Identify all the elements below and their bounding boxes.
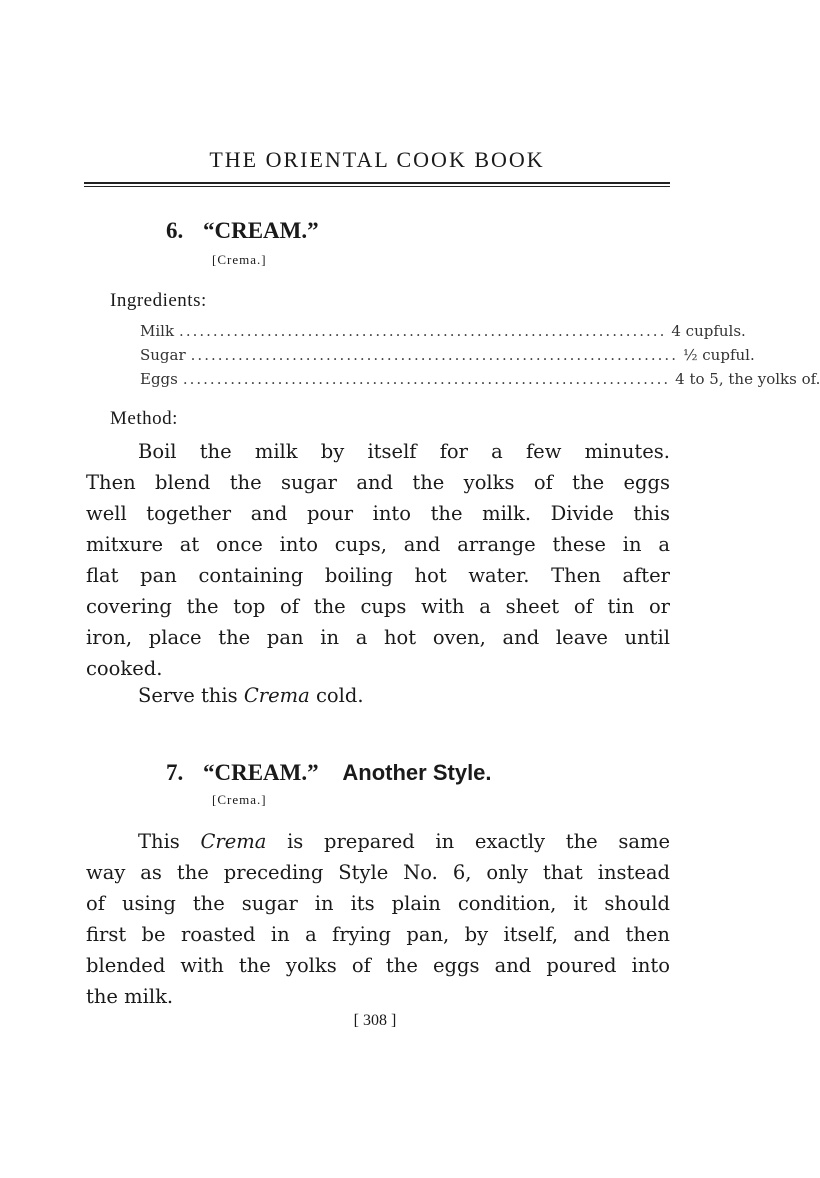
page-number: [ 308 ] bbox=[353, 1012, 397, 1029]
method-paragraph bbox=[86, 436, 670, 684]
method-label: Method: bbox=[110, 408, 178, 429]
ingredient-name: Eggs bbox=[140, 370, 178, 388]
ingredients-label: Ingredients: bbox=[110, 290, 207, 311]
text-line: of using the sugar in its plain condition, it should bbox=[86, 892, 670, 915]
serve-prefix: Serve this bbox=[138, 684, 238, 707]
dot-leader: ........................................................................ bbox=[190, 346, 678, 364]
recipe-7-paragraph bbox=[86, 826, 670, 1012]
text-line: blended with the yolks of the eggs and poured into bbox=[86, 954, 670, 977]
text-line: Boil the milk by itself for a few minutes. bbox=[138, 440, 670, 463]
serve-italic: Crema bbox=[243, 684, 310, 707]
serve-suffix: cold. bbox=[315, 684, 364, 707]
text-line: the milk. bbox=[86, 985, 174, 1008]
serve-line bbox=[138, 684, 364, 707]
text-line: well together and pour into the milk. Divide this bbox=[86, 502, 670, 525]
recipe-6-number: 6. bbox=[166, 218, 184, 243]
ingredient-amount: ½ cupful. bbox=[682, 346, 755, 364]
ingredient-amount: 4 cupfuls. bbox=[671, 322, 746, 340]
ingredient-row bbox=[140, 322, 746, 344]
text-line: flat pan containing boiling hot water. Then after bbox=[86, 564, 670, 587]
recipe-7-title: “CREAM.” bbox=[203, 760, 319, 785]
text-line: cooked. bbox=[86, 657, 163, 680]
header-rule bbox=[84, 182, 670, 184]
recipe-7-number: 7. bbox=[166, 760, 184, 785]
line1-prefix: This bbox=[138, 830, 180, 853]
text-line: covering the top of the cups with a sheet of tin or bbox=[86, 595, 670, 618]
dot-leader: ........................................................................ bbox=[182, 370, 671, 388]
text-line: way as the preceding Style No. 6, only that instead bbox=[86, 861, 670, 884]
text-line: mitxure at once into cups, and arrange these in a bbox=[86, 533, 670, 556]
recipe-7-subtitle: [Crema.] bbox=[212, 792, 267, 807]
dot-leader: ........................................................................ bbox=[179, 322, 667, 340]
recipe-6-heading bbox=[166, 218, 319, 244]
ingredient-name: Sugar bbox=[140, 346, 186, 364]
ingredient-row bbox=[140, 370, 820, 392]
recipe-6-subtitle: [Crema.] bbox=[212, 252, 267, 267]
text-line bbox=[86, 826, 670, 857]
line1-italic: Crema bbox=[200, 830, 267, 853]
header-rule-thin bbox=[84, 186, 670, 187]
text-line: iron, place the pan in a hot oven, and leave until bbox=[86, 626, 670, 649]
line1-suffix: is prepared in exactly the same bbox=[287, 830, 670, 853]
recipe-7-style: Another Style. bbox=[342, 760, 492, 785]
text-line: Then blend the sugar and the yolks of the eggs bbox=[86, 471, 670, 494]
ingredient-row bbox=[140, 346, 755, 368]
text-line: first be roasted in a frying pan, by itself, and then bbox=[86, 923, 670, 946]
ingredient-name: Milk bbox=[140, 322, 175, 340]
running-head: THE ORIENTAL COOK BOOK bbox=[209, 147, 545, 172]
ingredient-amount: 4 to 5, the yolks of. bbox=[675, 370, 820, 388]
recipe-7-heading bbox=[166, 760, 492, 786]
recipe-6-title: “CREAM.” bbox=[203, 218, 319, 243]
